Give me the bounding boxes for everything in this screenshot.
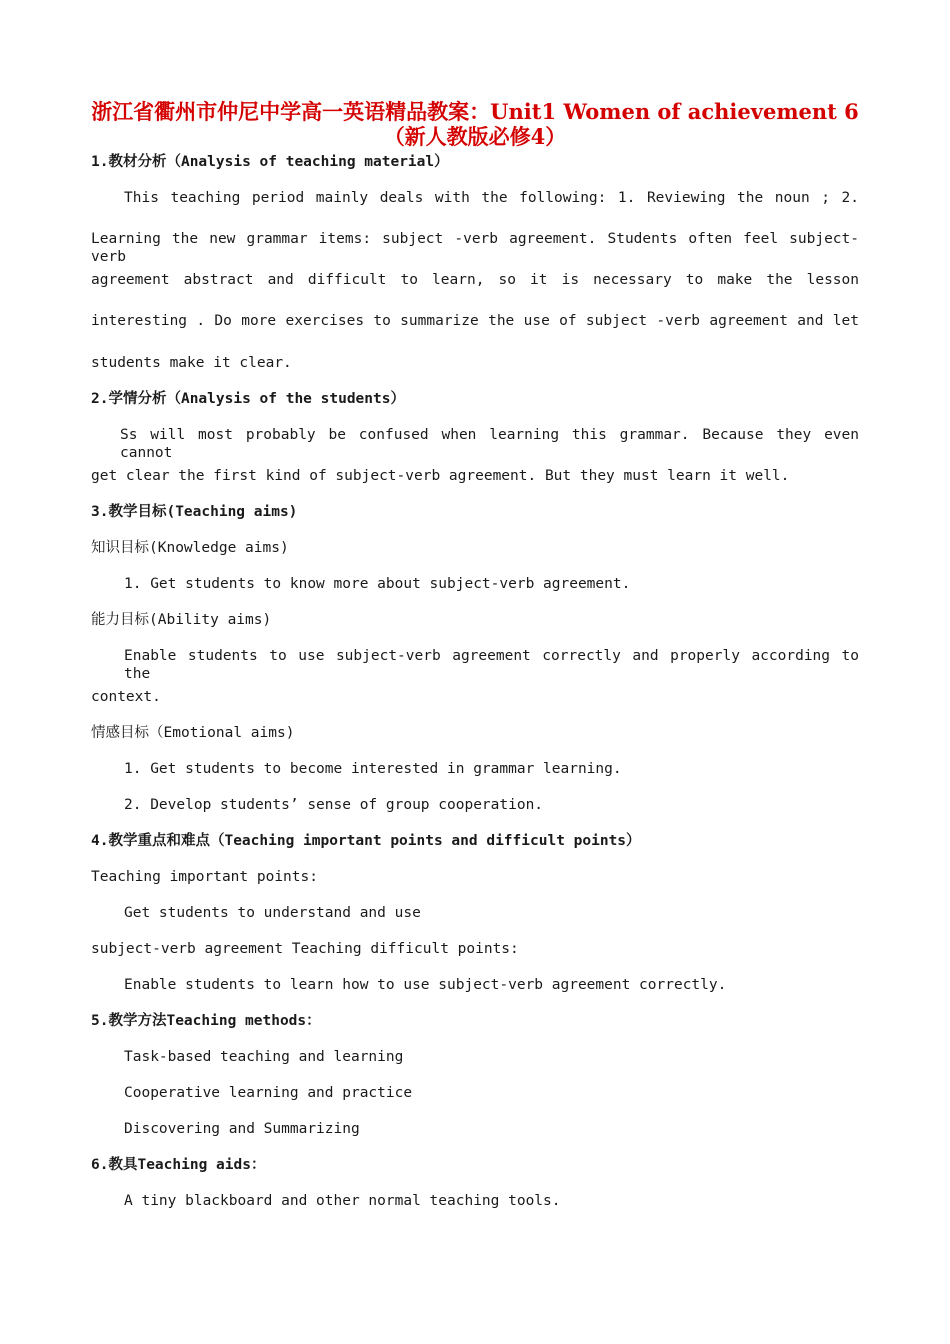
knowledge-aims-label: 知识目标(Knowledge aims) [91,540,289,556]
ability-aims-label: 能力目标(Ability aims) [91,612,272,628]
section-heading-2: 2.学情分析（Analysis of the students） [91,391,405,407]
paragraph-line: interesting . Do more exercises to summarize the use of subject -verb agreement and let [91,313,859,329]
emotional-aims-label: 情感目标（Emotional aims) [91,725,295,741]
paragraph-line: Ss will most probably be confused when learning this grammar. Because they even cannot [120,427,859,461]
knowledge-aims-item: 1. Get students to know more about subject-verb agreement. [124,576,631,592]
paragraph-line: Get students to understand and use [124,905,421,921]
paragraph-line: Enable students to learn how to use subject-verb agreement correctly. [124,977,727,993]
emotional-aims-item: 1. Get students to become interested in grammar learning. [124,761,622,777]
section-heading-6: 6.教具Teaching aids： [91,1157,266,1173]
document-title: 浙江省衢州市仲尼中学高一英语精品教案：Unit1 Women of achievement 6 [91,99,859,124]
list-item: Cooperative learning and practice [124,1085,413,1101]
list-item: Task-based teaching and learning [124,1049,404,1065]
section-heading-3: 3.教学目标(Teaching aims) [91,504,298,520]
document-subtitle: （新人教版必修4） [383,124,567,149]
section-heading-4: 4.教学重点和难点（Teaching important points and difficult points） [91,833,641,849]
emotional-aims-item: 2. Develop students’ sense of group cooperation. [124,797,544,813]
paragraph-line: Teaching important points: [91,869,318,885]
paragraph-line: students make it clear. [91,355,292,371]
paragraph-line: subject-verb agreement Teaching difficult points: [91,941,519,957]
paragraph-line: Enable students to use subject-verb agreement correctly and properly according to the [124,648,859,682]
list-item: Discovering and Summarizing [124,1121,360,1137]
paragraph-line: This teaching period mainly deals with the following: 1. Reviewing the noun ; 2. [124,190,859,206]
paragraph-line: agreement abstract and difficult to learn, so it is necessary to make the lesson [91,272,859,288]
section-heading-5: 5.教学方法Teaching methods： [91,1013,321,1029]
paragraph-line: Learning the new grammar items: subject -verb agreement. Students often feel subject-verb [91,231,859,265]
paragraph-line: get clear the first kind of subject-verb agreement. But they must learn it well. [91,468,790,484]
list-item: A tiny blackboard and other normal teaching tools. [124,1193,561,1209]
section-heading-1: 1.教材分析（Analysis of teaching material） [91,154,449,170]
paragraph-line: context. [91,689,161,705]
